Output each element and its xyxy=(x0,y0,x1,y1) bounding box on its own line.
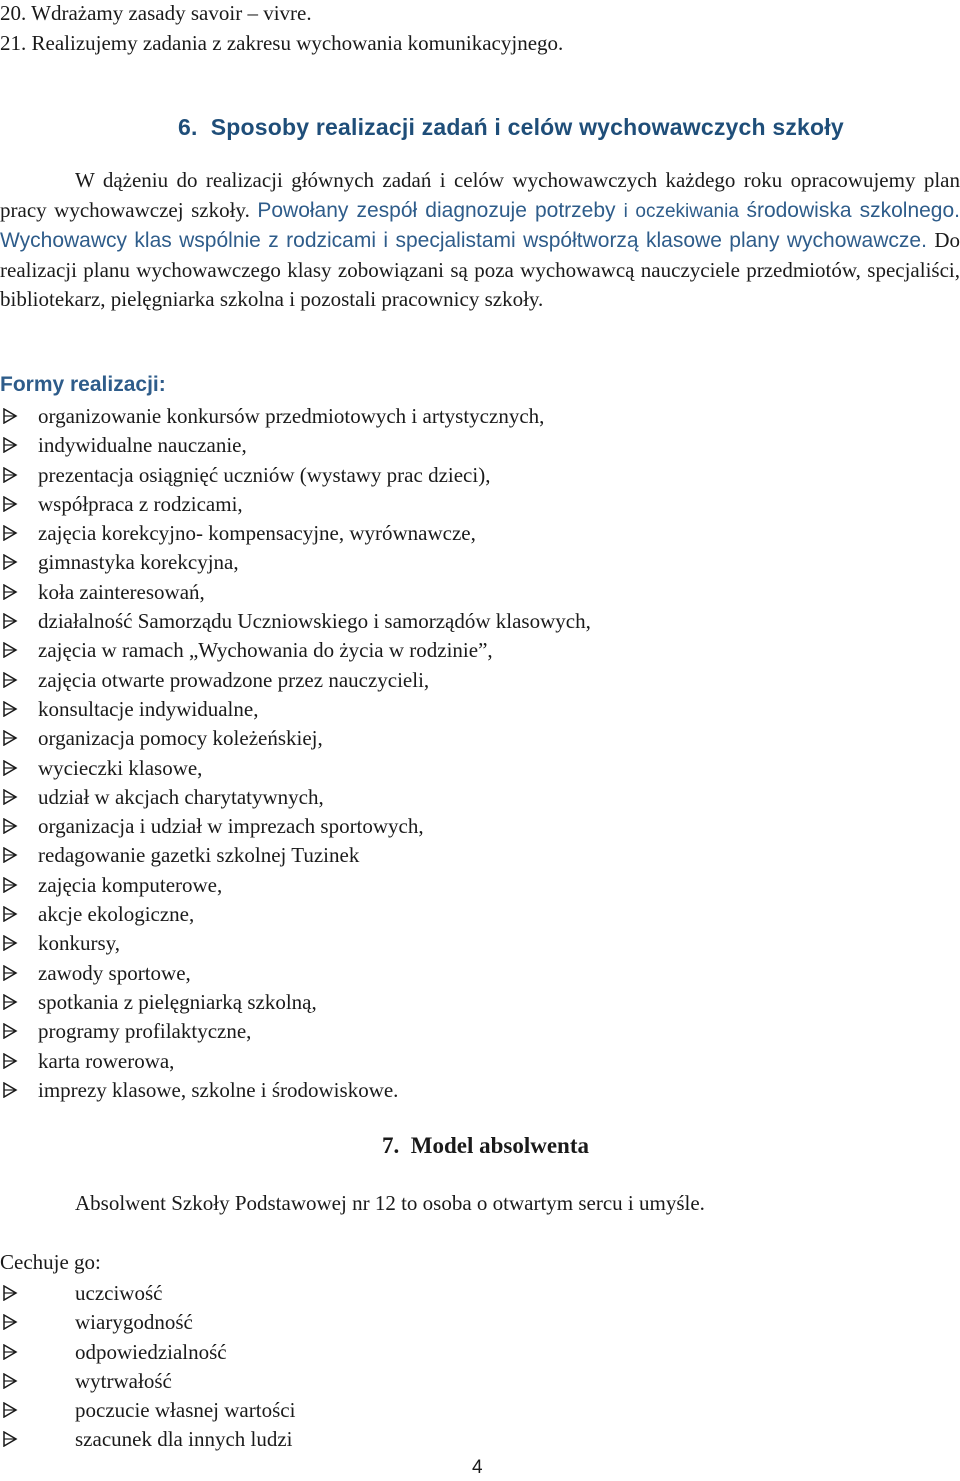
list-item-text: zajęcia w ramach „Wychowania do życia w rodzinie”, xyxy=(38,638,493,663)
item-text: Wdrażamy zasady savoir – vivre. xyxy=(31,1,312,25)
para-text-blue: Powołany zespół diagnozuje potrzeby xyxy=(257,198,624,222)
list-item-text: zawody sportowe, xyxy=(38,960,191,985)
list-item-text: organizowanie konkursów przedmiotowych i artystycznych, xyxy=(38,404,545,428)
para-text-blue: środowiska szkolnego. Wychowawcy klas wspólnie z rodzicami i specjalistami współtworzą klasowe plany wychowawcze. xyxy=(0,198,960,253)
formy-realizacji-label: Formy realizacji: xyxy=(0,373,166,396)
list-item-text: organizacja pomocy koleżeńskiej, xyxy=(38,726,323,751)
list-item-text: zajęcia otwarte prowadzone przez nauczycieli, xyxy=(38,667,430,692)
cechuje-label: Cechuje go: xyxy=(0,1250,101,1274)
list-item-text: poczucie własnej wartości xyxy=(75,1398,296,1423)
list-item-text: wiarygodność xyxy=(75,1310,193,1335)
list-item-text: akcje ekologiczne, xyxy=(38,902,195,927)
para-text: Do realizacji planu wychowawczego klasy zobowiązani są poza wychowawcą nauczyciele przedmiotów, specjaliści, bibliotekarz, pielęgniarka szkolna i pozostali pracownicy szkoły. xyxy=(0,228,960,312)
list-item-text: indywidualne nauczanie, xyxy=(38,433,247,458)
section-6-paragraph xyxy=(0,166,960,315)
section-7-heading: 7. Model absolwenta xyxy=(382,1133,589,1158)
list-item-text: zajęcia korekcyjno- kompensacyjne, wyrównawcze, xyxy=(38,521,476,546)
list-item-text: spotkania z pielęgniarką szkolną, xyxy=(38,989,317,1014)
list-item-text: udział w akcjach charytatywnych, xyxy=(38,784,324,809)
list-item-text: działalność Samorządu Uczniowskiego i samorządów klasowych, xyxy=(38,609,591,634)
list-item-text: zajęcia komputerowe, xyxy=(38,872,223,897)
list-item-text: programy profilaktyczne, xyxy=(38,1019,252,1044)
list-item-text: organizacja i udział w imprezach sportowych, xyxy=(38,814,424,839)
list-item-text: wycieczki klasowe, xyxy=(38,755,203,780)
list-item-text: wytrwałość xyxy=(75,1368,172,1393)
list-item-text: koła zainteresowań, xyxy=(38,579,205,604)
list-item-21 xyxy=(0,30,563,56)
list-item-text: konsultacje indywidualne, xyxy=(38,696,259,721)
list-item-text: redagowanie gazetki szkolnej Tuzinek xyxy=(38,843,360,868)
absolwent-description: Absolwent Szkoły Podstawowej nr 12 to osoba o otwartym sercu i umyśle. xyxy=(75,1191,705,1215)
item-number: 21. xyxy=(0,31,27,55)
list-item-text: gimnastyka korekcyjna, xyxy=(38,550,239,575)
para-text-small: i oczekiwania xyxy=(623,200,747,222)
list-item-text: współpraca z rodzicami, xyxy=(38,491,243,516)
list-item-20 xyxy=(0,0,312,26)
item-text: Realizujemy zadania z zakresu wychowania komunikacyjnego. xyxy=(31,31,564,55)
page-number: 4 xyxy=(472,1457,483,1478)
para-text: W dążeniu do realizacji głównych zadań i celów wychowawczych każdego roku opracowujemy plan pracy wychowawczej szkoły. xyxy=(0,168,960,222)
list-item-text: imprezy klasowe, szkolne i środowiskowe. xyxy=(38,1077,399,1102)
list-item-text: konkursy, xyxy=(38,931,121,956)
list-item-text: karta rowerowa, xyxy=(38,1048,175,1073)
item-number: 20. xyxy=(0,1,27,25)
list-item-text: uczciwość xyxy=(75,1281,163,1305)
section-6-heading: 6. Sposoby realizacji zadań i celów wychowawczych szkoły xyxy=(178,114,844,140)
list-item-text: szacunek dla innych ludzi xyxy=(75,1427,293,1452)
list-item-text: odpowiedzialność xyxy=(75,1339,227,1364)
list-item-text: prezentacja osiągnięć uczniów (wystawy prac dzieci), xyxy=(38,462,491,487)
